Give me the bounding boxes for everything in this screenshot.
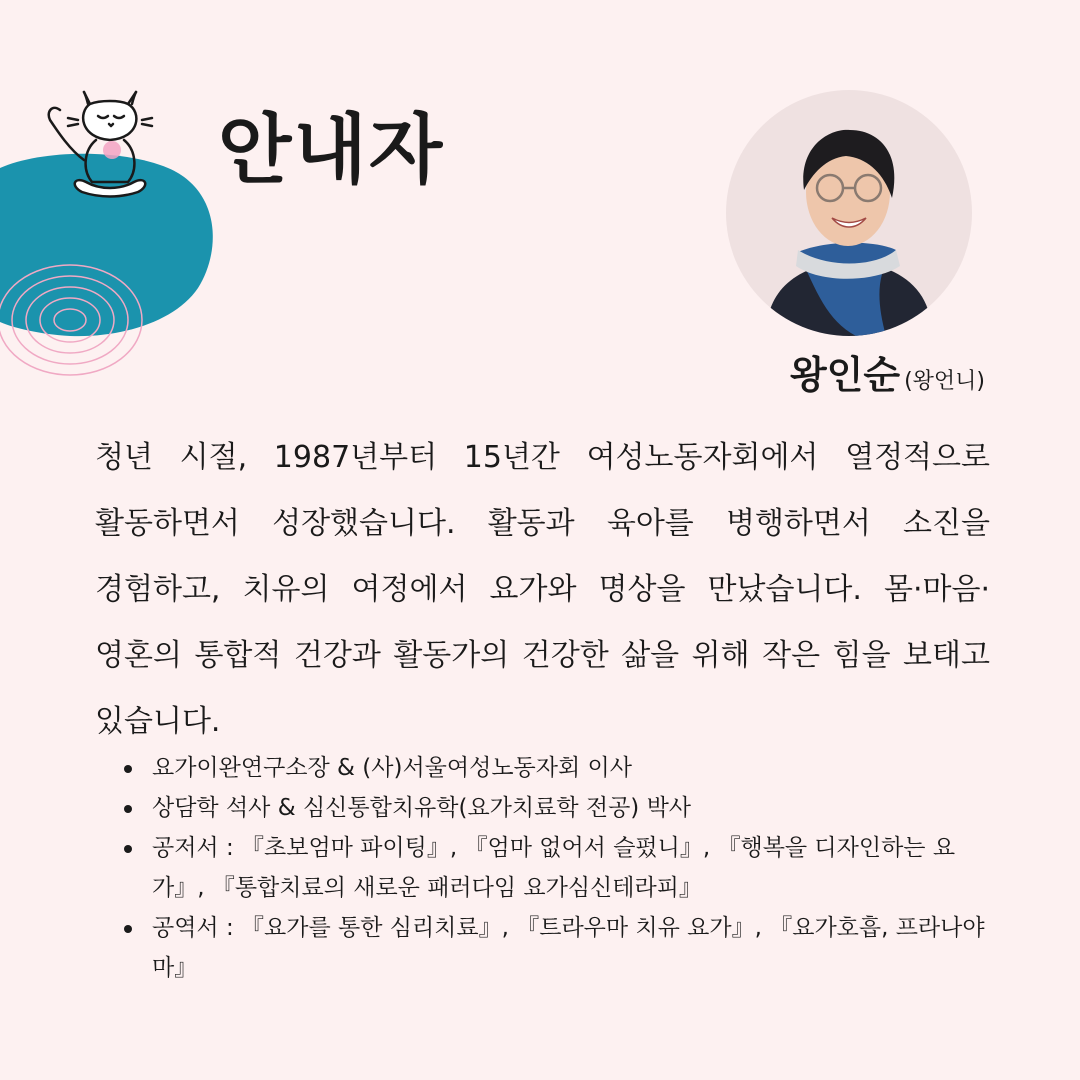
list-item: 공역서 : 『요가를 통한 심리치료』, 『트라우마 치유 요가』, 『요가호흡, 프라나야마』 bbox=[122, 908, 1002, 988]
bio-paragraph: 청년 시절, 1987년부터 15년간 여성노동자회에서 열정적으로 활동하면서 성장했습니다. 활동과 육아를 병행하면서 소진을 경험하고, 치유의 여정에서 요가와 명상을 만났습니다. 몸·마음·영혼의 통합적 건강과 활동가의 건강한 삶을 위해 작은 힘을 보태고 있습니다. bbox=[95, 440, 990, 739]
profile-nickname: (왕언니) bbox=[904, 369, 985, 394]
page-title: 안내자 bbox=[218, 105, 445, 194]
portrait-photo-icon bbox=[726, 90, 972, 336]
profile-name: 왕인순 bbox=[789, 353, 901, 397]
credentials-list bbox=[122, 748, 1002, 988]
profile-photo bbox=[726, 90, 972, 336]
list-item: 상담학 석사 & 심신통합치유학(요가치료학 전공) 박사 bbox=[122, 788, 1002, 828]
list-item: 요가이완연구소장 & (사)서울여성노동자회 이사 bbox=[122, 748, 1002, 788]
heart-glow bbox=[103, 141, 121, 159]
profile-name-line bbox=[790, 344, 985, 399]
list-item: 공저서 : 『초보엄마 파이팅』, 『엄마 없어서 슬펐니』, 『행복을 디자인하는 요가』, 『통합치료의 새로운 패러다임 요가심신테라피』 bbox=[122, 828, 1002, 908]
